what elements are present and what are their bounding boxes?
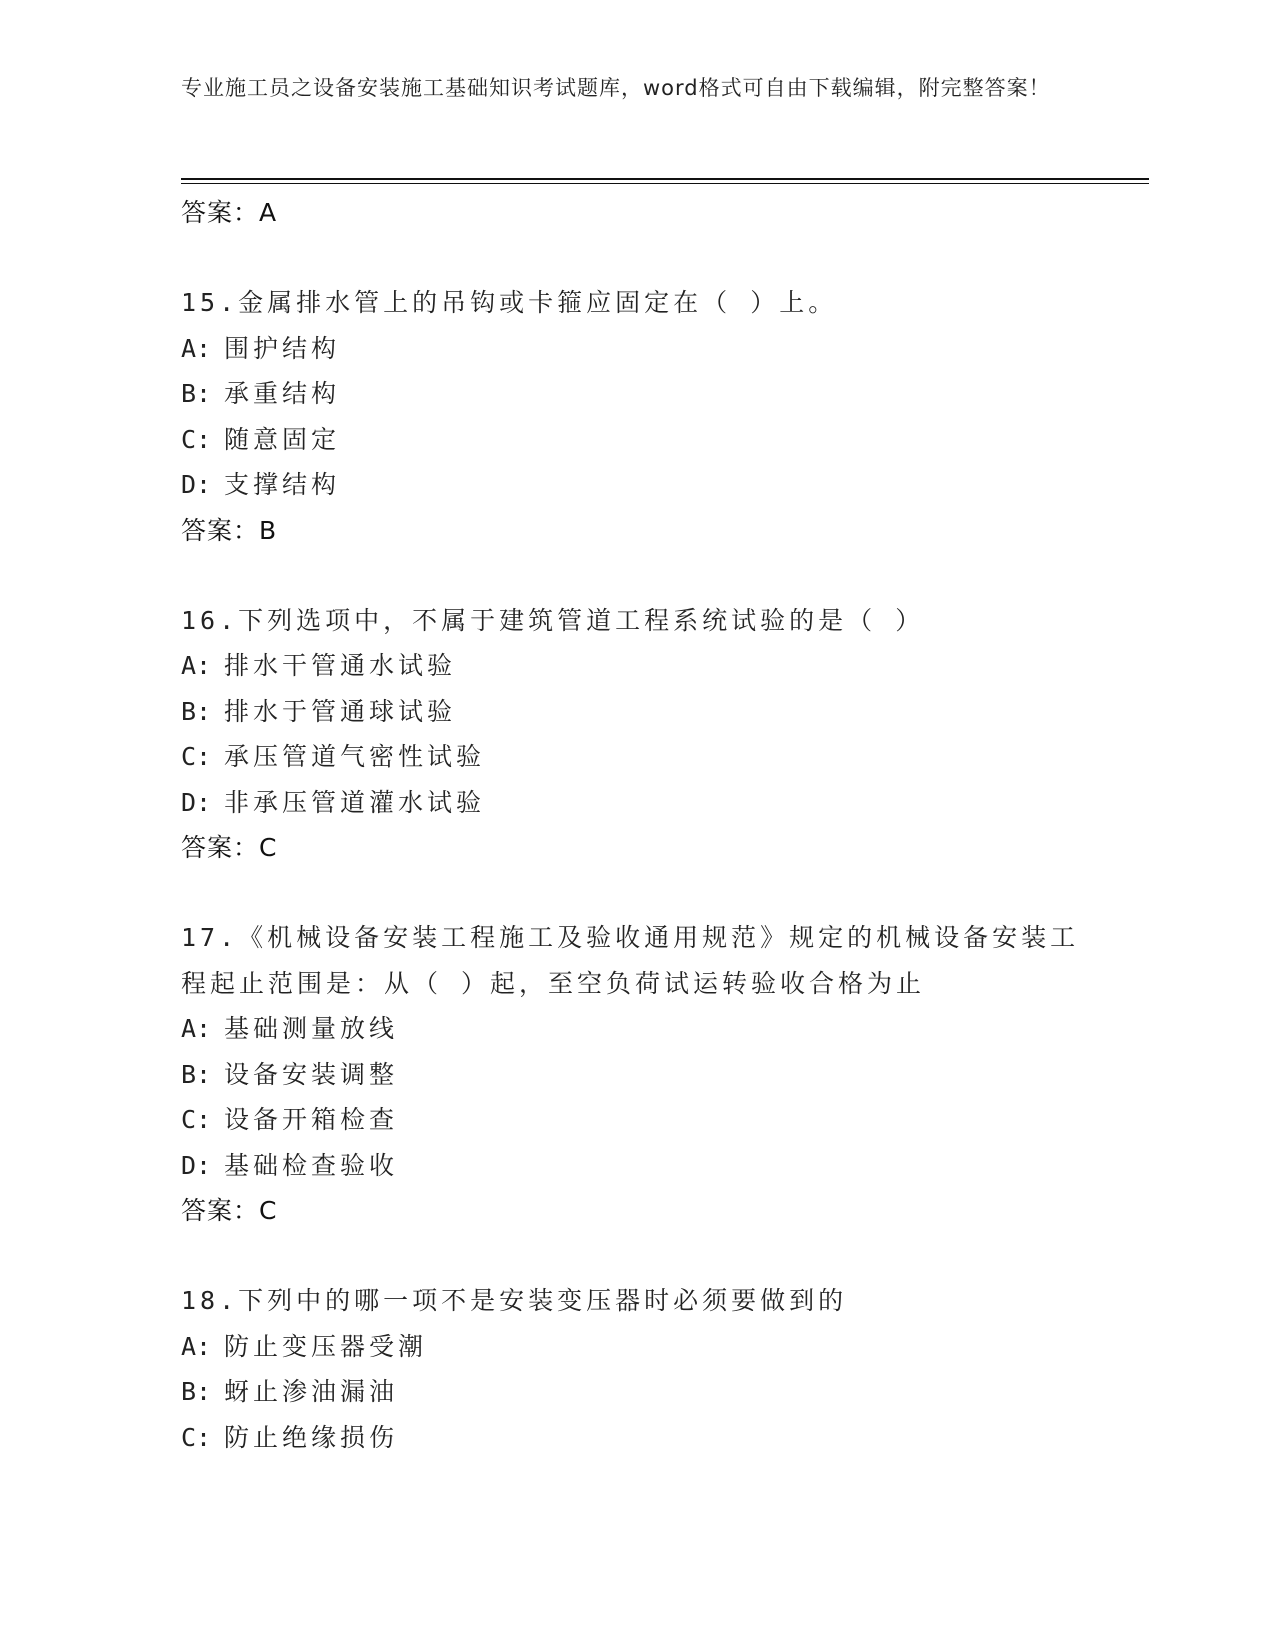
option-a (181, 643, 1081, 689)
option-text: 设备开箱检查 (224, 1105, 399, 1134)
option-letter: B: (181, 379, 212, 408)
question-stem: 15.金属排水管上的吊钩或卡箍应固定在（ ）上。 (181, 288, 838, 317)
option-letter: B: (181, 696, 212, 726)
question-list (181, 190, 1081, 1460)
option-text: 承压管道气密性试验 (224, 742, 486, 771)
question-15 (181, 280, 1081, 553)
option-letter: C: (181, 742, 212, 771)
question-17 (181, 915, 1081, 1233)
question-stem: 18.下列中的哪一项不是安装变压器时必须要做到的 (181, 1286, 848, 1315)
option-letter: B: (181, 1377, 212, 1406)
option-letter: D: (181, 470, 212, 499)
option-text: 防止变压器受潮 (224, 1331, 428, 1361)
option-text: 非承压管道灌水试验 (224, 787, 486, 817)
option-a (181, 326, 1081, 372)
question-16 (181, 598, 1081, 871)
header-divider-thin (181, 183, 1149, 184)
answer-line: 答案：C (181, 1196, 278, 1225)
question-stem: 17.《机械设备安装工程施工及验收通用规范》规定的机械设备安装工程起止范围是：从（ ）起，至空负荷试运转验收合格为止 (181, 923, 1080, 998)
option-text: 防止绝缘损伤 (224, 1422, 399, 1452)
option-text: 支撑结构 (224, 470, 341, 499)
option-b (181, 371, 1081, 417)
option-letter: D: (181, 787, 212, 817)
option-letter: D: (181, 1150, 212, 1180)
option-a (181, 1006, 1081, 1052)
option-b (181, 1369, 1081, 1415)
option-c (181, 1415, 1081, 1461)
option-letter: A: (181, 333, 212, 363)
option-letter: B: (181, 1059, 212, 1089)
option-c (181, 1097, 1081, 1143)
option-d (181, 462, 1081, 508)
option-b (181, 1052, 1081, 1098)
option-c (181, 417, 1081, 463)
header-divider-thick (181, 178, 1149, 180)
option-a (181, 1324, 1081, 1370)
option-text: 排水干管通水试验 (224, 651, 457, 680)
question-stem: 16.下列选项中，不属于建筑管道工程系统试验的是（ ） (181, 605, 925, 635)
option-letter: C: (181, 1105, 212, 1134)
option-letter: A: (181, 651, 212, 680)
option-text: 围护结构 (224, 333, 341, 363)
option-letter: C: (181, 424, 212, 454)
option-text: 蚜止渗油漏油 (224, 1377, 399, 1406)
option-text: 排水于管通球试验 (224, 696, 457, 726)
option-text: 随意固定 (224, 424, 341, 454)
option-c (181, 734, 1081, 780)
option-text: 承重结构 (224, 379, 341, 408)
option-text: 基础检查验收 (224, 1150, 399, 1180)
option-text: 设备安装调整 (224, 1059, 399, 1089)
option-text: 基础测量放线 (224, 1014, 399, 1043)
answer-line: 答案：B (181, 515, 278, 545)
option-d (181, 1143, 1081, 1189)
option-b (181, 689, 1081, 735)
option-letter: A: (181, 1014, 212, 1043)
option-d (181, 780, 1081, 826)
option-letter: A: (181, 1331, 212, 1361)
answer-line: 答案：C (181, 833, 278, 862)
option-letter: C: (181, 1422, 212, 1452)
question-18 (181, 1278, 1081, 1460)
document-header: 专业施工员之设备安装施工基础知识考试题库，word格式可自由下载编辑，附完整答案！ (181, 76, 1051, 100)
answer-line: 答案：A (181, 198, 278, 227)
